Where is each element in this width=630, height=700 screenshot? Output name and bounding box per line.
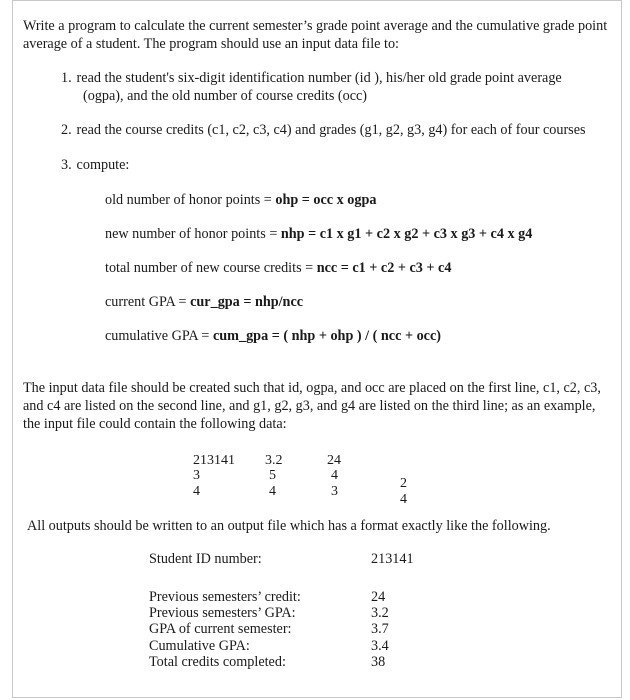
sample-cell: 3: [193, 468, 200, 483]
step-3: [61, 156, 129, 174]
formula-label: cumulative GPA =: [105, 328, 213, 344]
output-value: 38: [371, 654, 386, 670]
formula-expression: cur_gpa = nhp/ncc: [190, 294, 304, 310]
step-3-text: compute:: [76, 157, 130, 173]
step-1: [61, 69, 562, 87]
output-label: GPA of current semester:: [149, 621, 292, 637]
formula-new-course-credits: [105, 259, 451, 277]
sample-cell: 213141: [193, 453, 235, 468]
student-id-value: 213141: [371, 551, 414, 567]
output-value: 24: [371, 589, 386, 605]
step-1-text: read the student's six-digit identification number (id ), his/her old grade point average: [76, 70, 562, 86]
formula-label: total number of new course credits =: [105, 260, 317, 276]
input-file-paragraph: The input data file should be created such that id, ogpa, and occ are placed on the first line, c1, c2, c3, and c4 are listed on the second line, and g1, g2, g3, and g4 are listed on the third line; as an example, the input file could contain the following data:: [23, 380, 601, 432]
step-1-continuation: (ogpa), and the old number of course credits (occ): [83, 88, 368, 104]
formula-new-honor-points: [105, 225, 532, 243]
intro-paragraph: Write a program to calculate the current semester’s grade point average and the cumulative grade point average of a student. The program should use an input data file to:: [23, 18, 608, 52]
sample-cell: 3: [331, 484, 338, 499]
sample-cell: 4: [331, 468, 338, 483]
formula-expression: cum_gpa = ( nhp + ohp ) / ( ncc + occ): [212, 328, 441, 344]
formula-current-gpa: [105, 293, 303, 311]
step-2-text: read the course credits (c1, c2, c3, c4) and grades (g1, g2, g3, g4) for each of four courses: [76, 122, 586, 138]
formula-expression: ncc = c1 + c2 + c3 + c4: [316, 260, 452, 276]
sample-cell: 24: [327, 453, 341, 468]
step-3-number: 3.: [61, 157, 72, 173]
formula-expression: ohp = occ x ogpa: [275, 192, 377, 208]
output-label: Total credits completed:: [149, 654, 286, 670]
formula-cumulative-gpa: [105, 327, 441, 345]
output-value: 3.2: [371, 605, 389, 621]
sample-cell: 5: [269, 468, 276, 483]
formula-label: current GPA =: [105, 294, 191, 310]
output-label: Previous semesters’ GPA:: [149, 605, 296, 621]
student-id-label: Student ID number:: [149, 551, 262, 567]
step-2: [61, 121, 586, 139]
output-format-note: All outputs should be written to an output file which has a format exactly like the following.: [27, 518, 551, 534]
sample-cell: 4: [269, 484, 276, 499]
document-page: [12, 0, 622, 698]
output-value: 3.4: [371, 638, 389, 654]
sample-cell: 2: [400, 476, 407, 491]
output-label: Previous semesters’ credit:: [149, 589, 301, 605]
sample-cell: 4: [400, 492, 407, 507]
step-2-number: 2.: [61, 122, 72, 138]
formula-label: new number of honor points =: [105, 226, 281, 242]
output-label: Cumulative GPA:: [149, 638, 250, 654]
sample-cell: 4: [193, 484, 200, 499]
step-1-number: 1.: [61, 70, 72, 86]
formula-expression: nhp = c1 x g1 + c2 x g2 + c3 x g3 + c4 x g4: [280, 226, 533, 242]
output-value: 3.7: [371, 621, 389, 637]
formula-old-honor-points: [105, 191, 376, 209]
sample-cell: 3.2: [265, 453, 283, 468]
formula-label: old number of honor points =: [105, 192, 276, 208]
